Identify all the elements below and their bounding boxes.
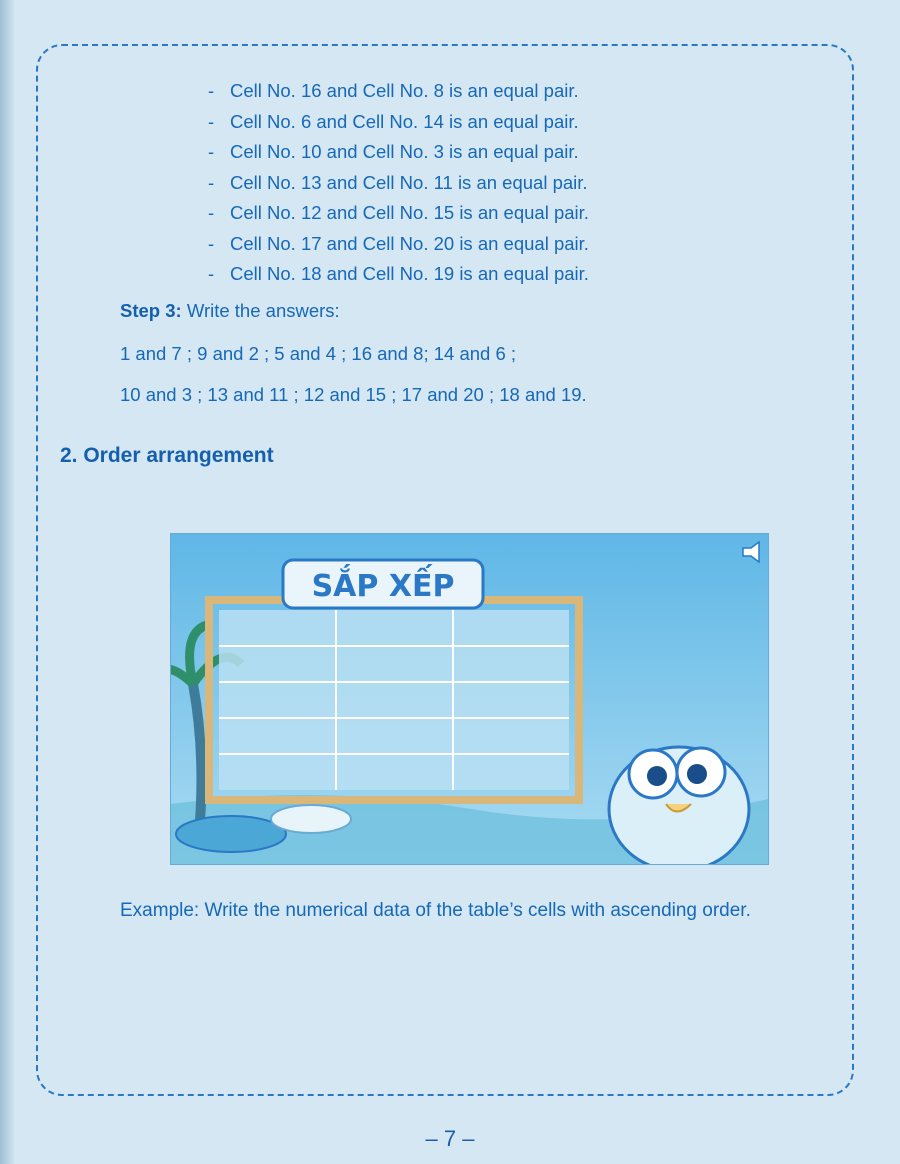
pair-text: Cell No. 18 and Cell No. 19 is an equal pair. — [230, 263, 589, 284]
bullet-dash: - — [208, 202, 215, 223]
list-item — [208, 168, 589, 199]
list-item — [208, 229, 589, 260]
bullet-dash: - — [208, 141, 215, 162]
list-item — [208, 76, 589, 107]
pair-text: Cell No. 16 and Cell No. 8 is an equal pair. — [230, 80, 579, 101]
step-3-heading — [120, 300, 340, 322]
mascot-character — [609, 747, 749, 864]
pair-text: Cell No. 13 and Cell No. 11 is an equal pair. — [230, 171, 588, 193]
bullet-dash: - — [208, 110, 215, 132]
pair-text: Cell No. 6 and Cell No. 14 is an equal pair. — [230, 110, 579, 132]
list-item — [208, 198, 589, 229]
game-title: SẮP XẾP — [311, 569, 455, 604]
list-item — [208, 137, 589, 168]
pair-text: Cell No. 17 and Cell No. 20 is an equal pair. — [230, 232, 589, 254]
list-item — [208, 259, 589, 290]
page-number: – 7 – — [425, 1126, 475, 1151]
bullet-dash: - — [208, 232, 215, 254]
bullet-dash: - — [208, 80, 215, 101]
step-text: Write the answers: — [181, 300, 340, 321]
section-title: 2. Order arrangement — [60, 444, 274, 467]
pair-text: Cell No. 10 and Cell No. 3 is an equal pair. — [230, 141, 579, 162]
page-edge — [0, 0, 14, 1164]
game-screenshot — [170, 533, 769, 865]
step-label: Step 3: — [120, 300, 182, 321]
bullet-dash: - — [208, 171, 215, 193]
game-board — [219, 610, 569, 790]
answer-line-1: 1 and 7 ; 9 and 2 ; 5 and 4 ; 16 and 8; 14 and 6 ; — [120, 343, 517, 364]
game-illustration — [171, 534, 768, 864]
bullet-dash: - — [208, 263, 215, 284]
example-text: Example: Write the numerical data of the table’s cells with ascending order. — [120, 900, 751, 921]
answer-line-2: 10 and 3 ; 13 and 11 ; 12 and 15 ; 17 and 20 ; 18 and 19. — [120, 384, 587, 405]
pair-text: Cell No. 12 and Cell No. 15 is an equal pair. — [230, 202, 589, 223]
pairs-list — [208, 76, 589, 290]
list-item — [208, 107, 589, 138]
